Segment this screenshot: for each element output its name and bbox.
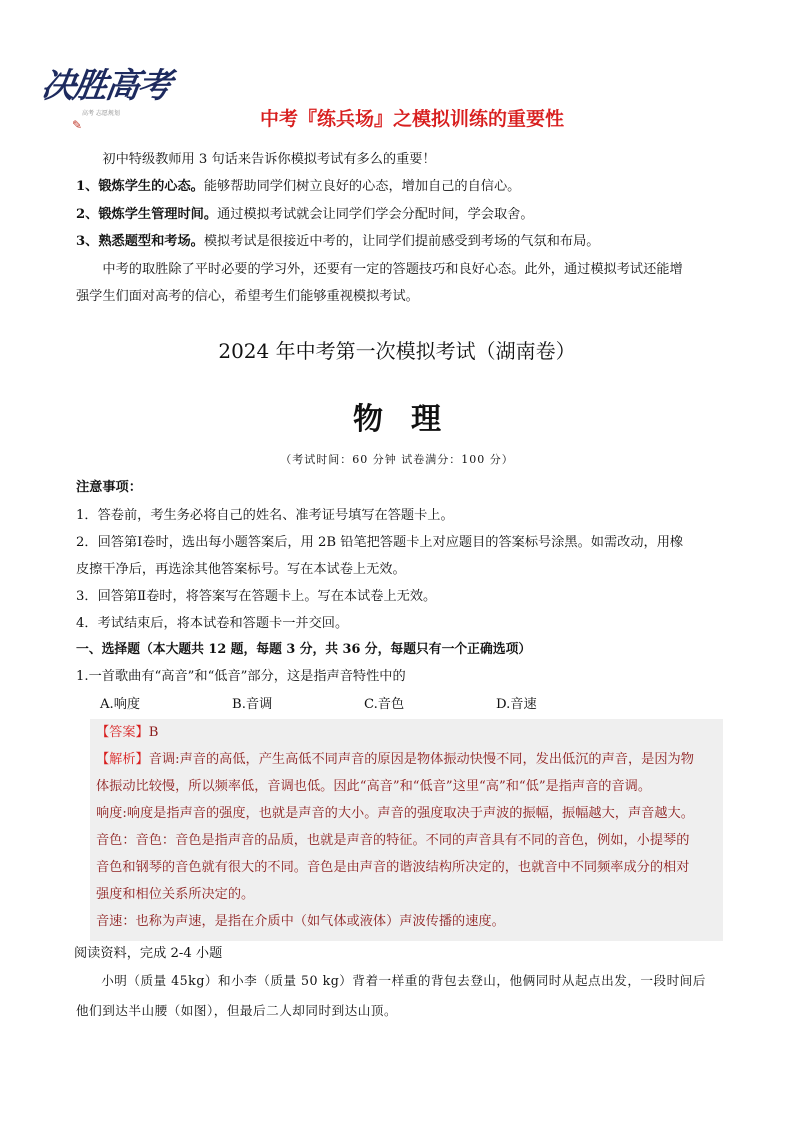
closing-line-1: 中考的取胜除了平时必要的学习外，还要有一定的答题技巧和良好心态。此外，通过模拟考试还能增 — [102, 262, 683, 277]
point-3-body: 模拟考试是很接近中考的，让同学们提前感受到考场的气氛和布局。 — [203, 234, 600, 249]
notice-item: 皮擦干净后，再选涂其他答案标号。写在本试卷上无效。 — [76, 562, 406, 577]
point-1 — [76, 173, 726, 200]
analysis-text: 音调:声音的高低，产生高低不同声音的原因是物体振动快慢不同，发出低沉的声音，是因为物 — [148, 752, 694, 767]
story-line-1: 小明（质量 45kg）和小李（质量 50 kg）背着一样重的背包去登山，他俩同时从起点出发，一段时间后 — [101, 973, 706, 988]
analysis-line: 音色和钢琴的音色就有很大的不同。音色是由声音的谐波结构所决定的，也就音中不同频率成分的相对 — [96, 860, 690, 875]
section-heading: 一、选择题（本大题共 12 题，每题 3 分，共 36 分，每题只有一个正确选项） — [76, 642, 532, 657]
analysis-line — [96, 746, 721, 774]
analysis-line: 音色：音色：音色是指声音的品质，也就是声音的特征。不同的声音具有不同的音色，例如，小提琴的 — [96, 833, 690, 848]
answer-line — [96, 719, 721, 747]
option-a: A.响度 — [100, 697, 141, 712]
point-2-head: 2、锻炼学生管理时间。 — [76, 207, 218, 222]
answer-value: B — [148, 725, 159, 740]
option-c: C.音色 — [364, 697, 405, 712]
answer-box — [90, 719, 723, 941]
notice-item: 1．答卷前，考生务必将自己的姓名、准考证号填写在答题卡上。 — [76, 508, 454, 523]
question-1-text: 1.一首歌曲有“高音”和“低音”部分，这是指声音特性中的 — [76, 669, 406, 684]
notice-title: 注意事项： — [76, 480, 142, 495]
analysis-line: 响度:响度是指声音的强度，也就是声音的大小。声音的强度取决于声波的振幅，振幅越大，声音越大。 — [96, 806, 694, 821]
subject-title: 物理 — [353, 402, 469, 437]
reading-label: 阅读资料，完成 2-4 小题 — [74, 946, 223, 961]
exam-title: 2024 年中考第一次模拟考试（湖南卷） — [218, 339, 576, 363]
notice-item: 2．回答第Ⅰ卷时，选出每小题答案后，用 2B 铅笔把答题卡上对应题目的答案标号涂黑。如需改动，用橡 — [76, 535, 684, 550]
option-d: D.音速 — [496, 697, 537, 712]
point-1-body: 能够帮助同学们树立良好的心态，增加自己的自信心。 — [203, 179, 521, 194]
analysis-line: 强度和相位关系所决定的。 — [96, 887, 255, 902]
point-2-body: 通过模拟考试就会让同学们学会分配时间，学会取舍。 — [217, 207, 534, 222]
point-2 — [76, 201, 726, 228]
header-title: 中考『练兵场』之模拟训练的重要性 — [259, 108, 564, 130]
answer-label: 【答案】 — [96, 725, 149, 740]
closing-line-2: 强学生们面对高考的信心，希望考生们能够重视模拟考试。 — [76, 289, 419, 304]
notice-item: 3．回答第Ⅱ卷时，将答案写在答题卡上。写在本试卷上无效。 — [76, 589, 437, 604]
intro-text: 初中特级教师用 3 句话来告诉你模拟考试有多么的重要！ — [102, 152, 436, 167]
point-3-head: 3、熟悉题型和考场。 — [76, 234, 204, 249]
logo-text: 决胜高考 — [38, 66, 173, 106]
exam-info: （考试时间：60 分钟 试卷满分：100 分） — [280, 453, 514, 466]
logo-subtext: 高考 志愿规划 — [82, 110, 120, 117]
analysis-label: 【解析】 — [96, 752, 149, 767]
notice-item: 4．考试结束后，将本试卷和答题卡一并交回。 — [76, 616, 349, 631]
story-paragraph — [76, 966, 736, 1026]
story-line-2: 他们到达半山腰（如图），但最后二人却同时到达山顶。 — [76, 1003, 398, 1018]
analysis-line: 音速：也称为声速，是指在介质中（如气体或液体）声波传播的速度。 — [96, 914, 505, 929]
student-figure-icon: ✎ — [72, 118, 83, 132]
point-1-head: 1、锻炼学生的心态。 — [76, 179, 204, 194]
option-b: B.音调 — [232, 697, 273, 712]
analysis-line: 体振动比较慢，所以频率低，音调也低。因此“高音”和“低音”这里“高”和“低”是指声音的音调。 — [96, 779, 652, 794]
point-3 — [76, 228, 726, 255]
